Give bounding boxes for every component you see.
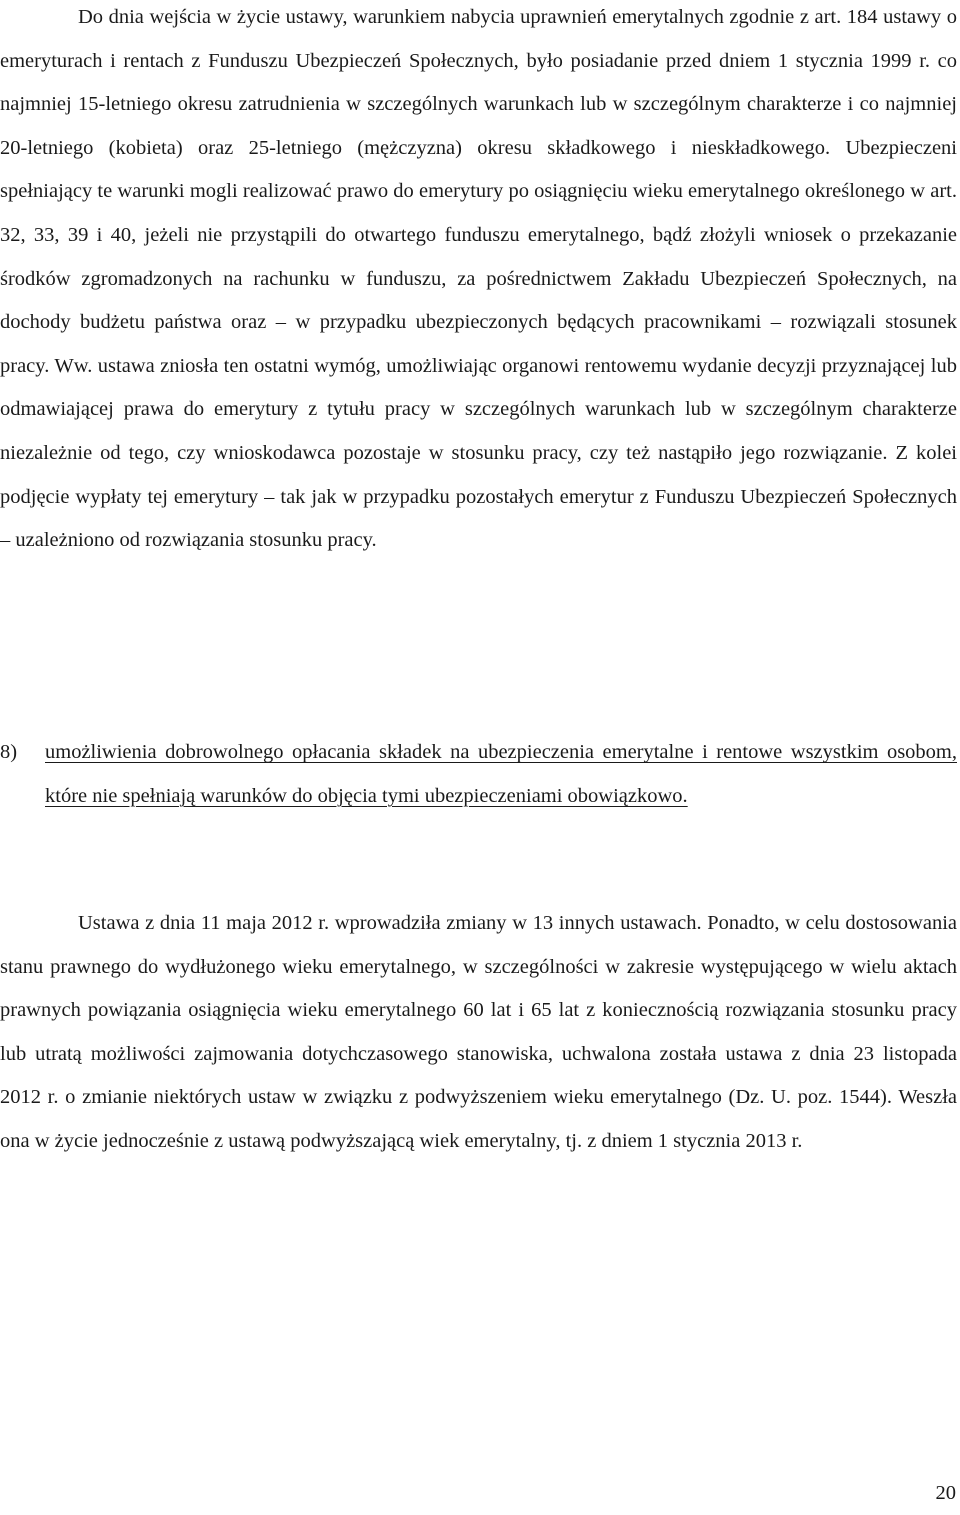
page-number: 20 [935,1482,956,1504]
list-item-text: umożliwienia dobrowolnego opłacania składek na ubezpieczenia emerytalne i rentowe wszystkim osobom, które nie spełniają warunków do objęcia tymi ubezpieczeniami obowiązkowo. [45,741,957,807]
list-item-number: 8) [0,741,18,763]
paragraph-pension-requirements: Do dnia wejścia w życie ustawy, warunkiem nabycia uprawnień emerytalnych zgodnie z art. 184 ustawy o emeryturach i rentach z Funduszu Ubezpieczeń Społecznych, było posiadanie przed dniem 1 stycznia 1999 r. co najmniej 15-letniego okresu zatrudnienia w szczególnych warunkach lub w szczególnym charakterze i co najmniej 20-letniego (kobieta) oraz 25-letniego (mężczyzna) okresu składkowego i nieskładkowego. Ubezpieczeni spełniający te warunki mogli realizować prawo do emerytury po osiągnięciu wieku emerytalnego określonego w art. 32, 33, 39 i 40, jeżeli nie przystąpili do otwartego funduszu emerytalnego, bądź złożyli wniosek o przekazanie środków zgromadzonych na rachunku w funduszu, za pośrednictwem Zakładu Ubezpieczeń Społecznych, na dochody budżetu państwa oraz – w przypadku ubezpieczonych będących pracownikami – rozwiązali stosunek pracy. Ww. ustawa zniosła ten ostatni wymóg, umożliwiając organowi rentowemu wydanie decyzji przyznającej lub odmawiającej prawa do emerytury z tytułu pracy w szczególnych warunkach lub w szczególnym charakterze niezależnie od tego, czy wnioskodawca pozostaje w stosunku pracy, czy też nastąpiło jego rozwiązanie. Z kolei podjęcie wypłaty tej emerytury – tak jak w przypadku pozostałych emerytur z Funduszu Ubezpieczeń Społecznych – uzależniono od rozwiązania stosunku pracy. [0,6,957,552]
paragraph-act-amendments: Ustawa z dnia 11 maja 2012 r. wprowadziła zmiany w 13 innych ustawach. Ponadto, w celu dostosowania stanu prawnego do wydłużonego wieku emerytalnego, w szczególności w zakresie występującego w wielu aktach prawnych powiązania osiągnięcia wieku emerytalnego 60 lat i 65 lat z koniecznością rozwiązania stosunku pracy lub utratą możliwości zajmowania dotychczasowego stanowiska, uchwalona została ustawa z dnia 23 listopada 2012 r. o zmianie niektórych ustaw w związku z podwyższeniem wieku emerytalnego (Dz. U. poz. 1544). Weszła ona w życie jednocześnie z ustawą podwyższającą wiek emerytalny, tj. z dniem 1 stycznia 2013 r. [0,912,957,1152]
